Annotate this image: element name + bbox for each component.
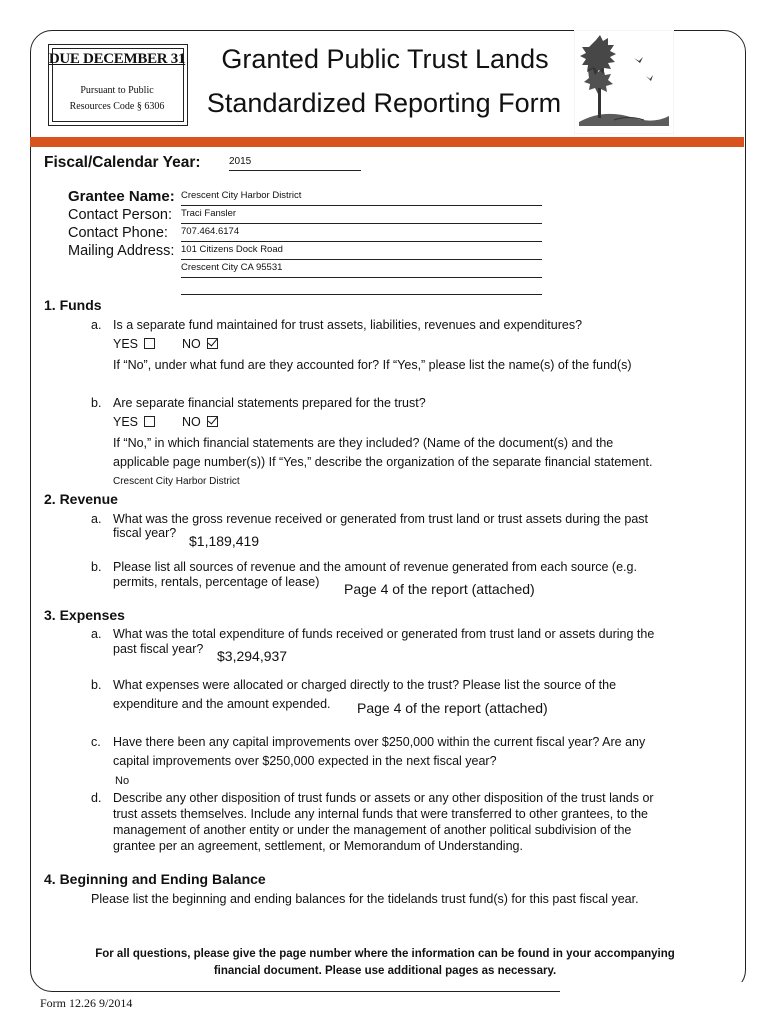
q3c-marker: c. xyxy=(91,735,101,749)
form-title-line2: Standardized Reporting Form xyxy=(206,88,562,118)
form-title-line1: Granted Public Trust Lands xyxy=(221,44,549,74)
q1b-yes-label: YES xyxy=(113,415,139,429)
q3a-line1: What was the total expenditure of funds received or generated from trust land or assets during the xyxy=(113,627,655,641)
q1a-question: Is a separate fund maintained for trust assets, liabilities, revenues and expenditures? xyxy=(113,318,583,332)
q1b-yes-checkbox[interactable] xyxy=(144,416,155,427)
q1a-no-checkbox[interactable] xyxy=(207,338,218,349)
q3d-line1: Describe any other disposition of trust funds or assets or any other disposition of the trust lands or xyxy=(113,791,654,805)
q2b-marker: b. xyxy=(91,560,102,574)
mailing-address-field-1[interactable] xyxy=(181,244,542,260)
q3a-answer[interactable]: $3,294,937 xyxy=(217,648,288,664)
grantee-name-label: Grantee Name: xyxy=(68,188,175,205)
q1a-no-label: NO xyxy=(181,337,201,351)
q2a-line2: fiscal year? xyxy=(113,526,177,540)
q2a-marker: a. xyxy=(91,512,102,526)
contact-person-field[interactable] xyxy=(181,208,542,224)
q3d-line2: trust assets themselves. Include any internal funds that were transferred to other grantees, to the xyxy=(113,807,649,821)
q3d-line4: grantee per an agreement, settlement, or Memorandum of Understanding. xyxy=(113,839,523,853)
q3c-answer[interactable]: No xyxy=(115,775,130,787)
q1a-yes-label: YES xyxy=(113,337,139,351)
q3c-line2: capital improvements over $250,000 expected in the next fiscal year? xyxy=(113,754,497,768)
contact-phone-field[interactable] xyxy=(181,226,542,242)
q1a-options xyxy=(113,335,218,354)
form-number: Form 12.26 9/2014 xyxy=(40,996,133,1010)
border-gap xyxy=(560,982,760,1002)
section-expenses-title: 3. Expenses xyxy=(44,607,125,623)
q1a-followup: If “No”, under what fund are they accounted for? If “Yes,” please list the name(s) of the fund(s) xyxy=(113,358,632,372)
q3b-line1: What expenses were allocated or charged directly to the trust? Please list the source of the xyxy=(113,678,617,692)
mailing-address-line2: Crescent City CA 95531 xyxy=(181,262,283,273)
q2b-line1: Please list all sources of revenue and the amount of revenue generated from each source (e.g. xyxy=(113,560,637,574)
fiscal-year-value: 2015 xyxy=(229,156,252,167)
footer-note-line1: For all questions, please give the page number where the information can be found in your accompanying xyxy=(95,948,675,960)
q1a-marker: a. xyxy=(91,318,102,332)
q3b-answer[interactable]: Page 4 of the report (attached) xyxy=(357,700,548,716)
q1b-options xyxy=(113,413,218,432)
contact-phone-label: Contact Phone: xyxy=(68,225,168,241)
due-sub-line1: Pursuant to Public xyxy=(80,85,154,96)
q1b-marker: b. xyxy=(91,396,102,410)
fiscal-year-label: Fiscal/Calendar Year: xyxy=(44,154,201,171)
q1b-no-label: NO xyxy=(181,415,201,429)
q3a-marker: a. xyxy=(91,627,102,641)
due-sub-line2: Resources Code § 6306 xyxy=(69,101,165,112)
q1b-followup-line2: applicable page number(s)) If “Yes,” describe the organization of the separate financial statement. xyxy=(113,455,653,469)
q1a-yes-checkbox[interactable] xyxy=(144,338,155,349)
footer-note xyxy=(50,946,720,980)
section-revenue-title: 2. Revenue xyxy=(44,491,118,507)
q1b-answer[interactable]: Crescent City Harbor District xyxy=(113,476,240,487)
due-subtitle xyxy=(48,83,186,115)
contact-person-label: Contact Person: xyxy=(68,207,172,223)
contact-phone-value: 707.464.6174 xyxy=(181,226,240,237)
mailing-address-field-3[interactable] xyxy=(181,280,542,295)
q1b-no-checkbox[interactable] xyxy=(207,416,218,427)
q3c-line1: Have there been any capital improvements over $250,000 within the current fiscal year? Are any xyxy=(113,735,646,749)
q3b-marker: b. xyxy=(91,678,102,692)
tree-logo-icon xyxy=(574,30,674,134)
section-balance-text: Please list the beginning and ending balances for the tidelands trust fund(s) for this past fiscal year. xyxy=(91,892,639,906)
q3b-line2: expenditure and the amount expended. xyxy=(113,697,331,711)
q2a-answer[interactable]: $1,189,419 xyxy=(189,533,260,549)
contact-person-value: Traci Fansler xyxy=(181,208,237,219)
grantee-name-field[interactable] xyxy=(181,190,542,206)
footer-rule xyxy=(200,991,548,992)
header-rule xyxy=(30,137,744,147)
due-title: DUE DECEMBER 31 xyxy=(48,51,186,67)
q1b-followup-line1: If “No,” in which financial statements are they included? (Name of the document(s) and the xyxy=(113,436,614,450)
mailing-address-line1: 101 Citizens Dock Road xyxy=(181,244,283,255)
q2a-line1: What was the gross revenue received or generated from trust land or trust assets during the past xyxy=(113,512,648,526)
section-funds-title: 1. Funds xyxy=(44,297,102,313)
mailing-address-label: Mailing Address: xyxy=(68,243,175,259)
q3a-line2: past fiscal year? xyxy=(113,642,204,656)
mailing-address-field-2[interactable] xyxy=(181,262,542,278)
q2b-line2: permits, rentals, percentage of lease) xyxy=(113,575,320,589)
q2b-answer[interactable]: Page 4 of the report (attached) xyxy=(344,581,535,597)
fiscal-year-field[interactable] xyxy=(229,156,361,171)
section-balance-title: 4. Beginning and Ending Balance xyxy=(44,871,266,887)
q1b-question: Are separate financial statements prepared for the trust? xyxy=(113,396,426,410)
footer-note-line2: financial document. Please use additional pages as necessary. xyxy=(213,965,557,977)
grantee-name-value: Crescent City Harbor District xyxy=(181,190,302,201)
q3d-line3: management of another entity or under the management of another political subdivision of the xyxy=(113,823,632,837)
q3d-marker: d. xyxy=(91,791,102,805)
